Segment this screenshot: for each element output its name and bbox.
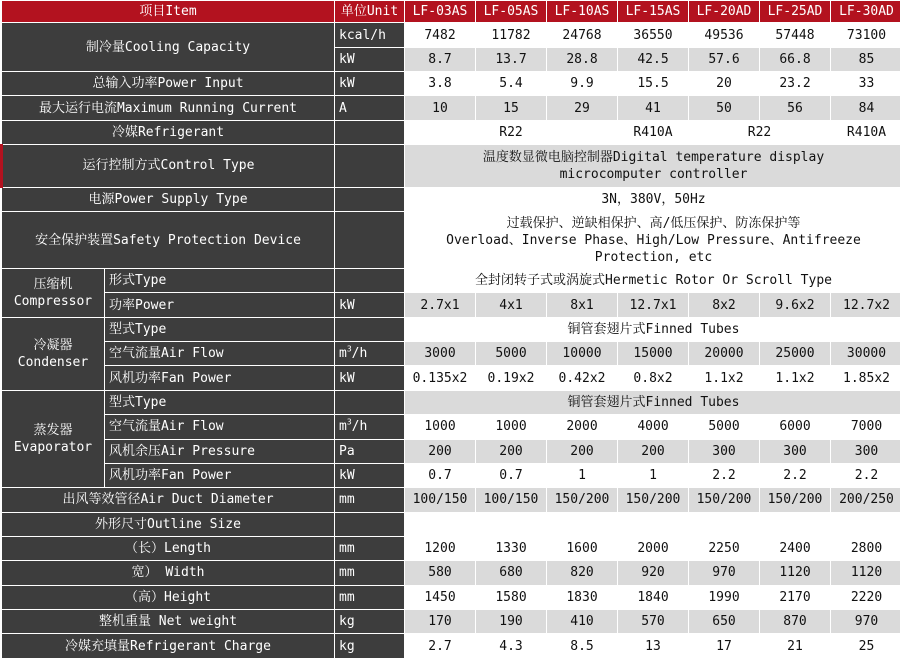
evaporator-pressure-label: 风机余压Air Pressure <box>105 439 335 463</box>
condenser-airflow-value: 3000 <box>405 342 476 366</box>
net-weight-value: 870 <box>760 610 831 634</box>
safety-value <box>405 212 900 269</box>
evaporator-airflow-unit <box>335 415 405 439</box>
power-supply-unit <box>335 187 405 211</box>
header-model: LF-25AD <box>760 1 831 23</box>
header-model: LF-10AS <box>547 1 618 23</box>
power-input-value: 15.5 <box>618 72 689 96</box>
evaporator-pressure-value: 300 <box>760 439 831 463</box>
condenser-group-cn: 冷凝器 <box>33 337 73 353</box>
row-width <box>2 561 900 585</box>
cooling-kw-value: 8.7 <box>405 47 476 71</box>
max-current-value: 41 <box>618 96 689 120</box>
control-value <box>405 145 900 188</box>
control-value-line: microcomputer controller <box>559 166 748 182</box>
row-power-supply <box>2 187 900 211</box>
max-current-value: 15 <box>476 96 547 120</box>
evaporator-type-unit <box>335 390 405 414</box>
width-value: 970 <box>689 561 760 585</box>
compressor-group-en: Compressor <box>13 293 93 309</box>
refrigerant-value: R410A <box>618 120 689 144</box>
header-model: LF-03AS <box>405 1 476 23</box>
condenser-group-label <box>2 317 105 390</box>
compressor-type-value: 全封闭转子式或涡旋式Hermetic Rotor Or Scroll Type <box>405 268 900 292</box>
height-value: 2220 <box>831 585 900 609</box>
width-value: 820 <box>547 561 618 585</box>
height-value: 1990 <box>689 585 760 609</box>
net-weight-value: 170 <box>405 610 476 634</box>
condenser-airflow-unit <box>335 342 405 366</box>
compressor-power-unit: kW <box>335 293 405 317</box>
unit-base: m <box>339 346 347 362</box>
cooling-kcal-value: 49536 <box>689 23 760 47</box>
net-weight-value: 650 <box>689 610 760 634</box>
height-value: 1450 <box>405 585 476 609</box>
cooling-kcal-value: 57448 <box>760 23 831 47</box>
height-value: 1830 <box>547 585 618 609</box>
refrigerant-label: 冷媒Refrigerant <box>2 120 335 144</box>
charge-value: 17 <box>689 634 760 659</box>
cooling-kw-value: 66.8 <box>760 47 831 71</box>
condenser-group-en: Condenser <box>17 354 89 370</box>
evaporator-fan-value: 1 <box>618 463 689 487</box>
cooling-kw-value: 85 <box>831 47 900 71</box>
width-label: 宽） Width <box>2 561 335 585</box>
duct-label: 出风等效管径Air Duct Diameter <box>2 488 335 512</box>
row-length <box>2 536 900 560</box>
compressor-type-unit <box>335 268 405 292</box>
refrigerant-value: R410A <box>831 120 900 144</box>
cooling-kcal-value: 11782 <box>476 23 547 47</box>
power-input-value: 23.2 <box>760 72 831 96</box>
charge-value: 25 <box>831 634 900 659</box>
power-input-unit: kW <box>335 72 405 96</box>
power-input-value: 20 <box>689 72 760 96</box>
power-input-value: 5.4 <box>476 72 547 96</box>
height-value: 1840 <box>618 585 689 609</box>
unit-tail: /h <box>351 346 368 362</box>
length-value: 1330 <box>476 536 547 560</box>
max-current-label: 最大运行电流Maximum Running Current <box>2 96 335 120</box>
row-duct <box>2 488 900 512</box>
charge-value: 2.7 <box>405 634 476 659</box>
net-weight-label: 整机重量 Net weight <box>2 610 335 634</box>
charge-label: 冷媒充填量Refrigerant Charge <box>2 634 335 659</box>
condenser-fan-value: 1.85x2 <box>831 366 900 390</box>
duct-unit: mm <box>335 488 405 512</box>
row-charge <box>2 634 900 659</box>
duct-value: 100/150 <box>405 488 476 512</box>
row-evaporator-type <box>2 390 900 414</box>
outline-unit <box>335 512 405 536</box>
max-current-value: 84 <box>831 96 900 120</box>
outline-label: 外形尺寸Outline Size <box>2 512 335 536</box>
unit-base: m <box>339 419 347 435</box>
evaporator-fan-value: 0.7 <box>405 463 476 487</box>
control-unit <box>335 145 405 188</box>
header-model: LF-30AD <box>831 1 900 23</box>
evaporator-airflow-value: 1000 <box>405 415 476 439</box>
header-item: 项目Item <box>2 1 335 23</box>
condenser-fan-unit: kW <box>335 366 405 390</box>
power-input-label: 总输入功率Power Input <box>2 72 335 96</box>
duct-value: 150/200 <box>618 488 689 512</box>
length-value: 2400 <box>760 536 831 560</box>
condenser-type-unit <box>335 317 405 341</box>
cooling-unit-kw: kW <box>335 47 405 71</box>
row-safety <box>2 212 900 269</box>
compressor-power-value: 9.6x2 <box>760 293 831 317</box>
length-value: 1200 <box>405 536 476 560</box>
outline-value <box>405 512 900 536</box>
duct-value: 150/200 <box>689 488 760 512</box>
evaporator-type-label: 型式Type <box>105 390 335 414</box>
evaporator-group-en: Evaporator <box>13 440 93 455</box>
evaporator-airflow-value: 6000 <box>760 415 831 439</box>
condenser-airflow-value: 30000 <box>831 342 900 366</box>
row-condenser-airflow <box>2 342 900 366</box>
net-weight-value: 190 <box>476 610 547 634</box>
condenser-type-label: 型式Type <box>105 317 335 341</box>
condenser-fan-value: 0.135x2 <box>405 366 476 390</box>
cooling-kcal-value: 7482 <box>405 23 476 47</box>
evaporator-airflow-value: 4000 <box>618 415 689 439</box>
height-value: 1580 <box>476 585 547 609</box>
cooling-kw-value: 57.6 <box>689 47 760 71</box>
condenser-fan-value: 0.42x2 <box>547 366 618 390</box>
condenser-airflow-value: 5000 <box>476 342 547 366</box>
evaporator-fan-value: 2.2 <box>760 463 831 487</box>
cooling-unit-kcal: kcal/h <box>335 23 405 47</box>
evaporator-fan-unit: kW <box>335 463 405 487</box>
evaporator-pressure-unit: Pa <box>335 439 405 463</box>
charge-value: 21 <box>760 634 831 659</box>
evaporator-airflow-value: 5000 <box>689 415 760 439</box>
height-label: （高）Height <box>2 585 335 609</box>
height-unit: mm <box>335 585 405 609</box>
duct-value: 200/250 <box>831 488 900 512</box>
power-input-value: 33 <box>831 72 900 96</box>
condenser-airflow-value: 15000 <box>618 342 689 366</box>
evaporator-airflow-value: 1000 <box>476 415 547 439</box>
power-input-value: 3.8 <box>405 72 476 96</box>
row-height <box>2 585 900 609</box>
charge-value: 4.3 <box>476 634 547 659</box>
evaporator-airflow-value: 7000 <box>831 415 900 439</box>
condenser-fan-value: 0.8x2 <box>618 366 689 390</box>
duct-value: 150/200 <box>547 488 618 512</box>
cooling-kw-value: 42.5 <box>618 47 689 71</box>
length-unit: mm <box>335 536 405 560</box>
compressor-power-value: 12.7x1 <box>618 293 689 317</box>
row-evaporator-fan <box>2 463 900 487</box>
control-value-line: 温度数显微电脑控制器Digital temperature display <box>482 149 825 165</box>
length-label: （长）Length <box>2 536 335 560</box>
evaporator-group-cn: 蒸发器 <box>33 423 73 438</box>
safety-value-line: 过载保护、逆缺相保护、高/低压保护、防冻保护等 <box>506 215 801 231</box>
header-model: LF-05AS <box>476 1 547 23</box>
length-value: 2000 <box>618 536 689 560</box>
header-unit: 单位Unit <box>335 1 405 23</box>
evaporator-pressure-value: 200 <box>476 439 547 463</box>
evaporator-pressure-value: 200 <box>405 439 476 463</box>
compressor-power-value: 12.7x2 <box>831 293 900 317</box>
unit-tail: /h <box>351 419 368 435</box>
max-current-unit: A <box>335 96 405 120</box>
refrigerant-unit <box>335 120 405 144</box>
condenser-airflow-value: 25000 <box>760 342 831 366</box>
evaporator-group-label <box>2 390 105 487</box>
evaporator-fan-value: 0.7 <box>476 463 547 487</box>
evaporator-pressure-value: 300 <box>831 439 900 463</box>
row-outline <box>2 512 900 536</box>
condenser-fan-value: 1.1x2 <box>689 366 760 390</box>
cooling-kcal-value: 36550 <box>618 23 689 47</box>
safety-value-line: Protection, etc <box>594 249 713 265</box>
evaporator-airflow-label: 空气流量Air Flow <box>105 415 335 439</box>
max-current-value: 50 <box>689 96 760 120</box>
net-weight-value: 410 <box>547 610 618 634</box>
power-supply-label: 电源Power Supply Type <box>2 187 335 211</box>
row-refrigerant <box>2 120 900 144</box>
condenser-fan-value: 1.1x2 <box>760 366 831 390</box>
unit-sup: 3 <box>346 344 352 354</box>
header-row <box>2 1 900 23</box>
compressor-power-value: 8x1 <box>547 293 618 317</box>
compressor-group-label <box>2 268 105 317</box>
compressor-power-label: 功率Power <box>105 293 335 317</box>
unit-sup: 3 <box>346 417 352 427</box>
cooling-kw-value: 13.7 <box>476 47 547 71</box>
compressor-type-label: 形式Type <box>105 268 335 292</box>
net-weight-value: 570 <box>618 610 689 634</box>
row-cooling-kcal <box>2 23 900 47</box>
charge-unit: kg <box>335 634 405 659</box>
compressor-group-cn: 压缩机 <box>33 276 73 292</box>
max-current-value: 10 <box>405 96 476 120</box>
power-input-value: 9.9 <box>547 72 618 96</box>
row-condenser-fan <box>2 366 900 390</box>
condenser-type-value: 铜管套翅片式Finned Tubes <box>405 317 900 341</box>
width-unit: mm <box>335 561 405 585</box>
row-max-current <box>2 96 900 120</box>
net-weight-unit: kg <box>335 610 405 634</box>
row-compressor-type <box>2 268 900 292</box>
cooling-kcal-value: 24768 <box>547 23 618 47</box>
width-value: 680 <box>476 561 547 585</box>
width-value: 920 <box>618 561 689 585</box>
row-condenser-type <box>2 317 900 341</box>
refrigerant-value: R22 <box>689 120 831 144</box>
row-control <box>2 145 900 188</box>
charge-value: 8.5 <box>547 634 618 659</box>
evaporator-type-value: 铜管套翅片式Finned Tubes <box>405 390 900 414</box>
duct-value: 150/200 <box>760 488 831 512</box>
length-value: 2800 <box>831 536 900 560</box>
condenser-fan-label: 风机功率Fan Power <box>105 366 335 390</box>
duct-value: 100/150 <box>476 488 547 512</box>
cooling-label: 制冷量Cooling Capacity <box>2 23 335 72</box>
length-value: 2250 <box>689 536 760 560</box>
height-value: 2170 <box>760 585 831 609</box>
cooling-kw-value: 28.8 <box>547 47 618 71</box>
length-value: 1600 <box>547 536 618 560</box>
header-model: LF-15AS <box>618 1 689 23</box>
width-value: 580 <box>405 561 476 585</box>
safety-label: 安全保护装置Safety Protection Device <box>2 212 335 269</box>
header-model: LF-20AD <box>689 1 760 23</box>
max-current-value: 56 <box>760 96 831 120</box>
cooling-kcal-value: 73100 <box>831 23 900 47</box>
evaporator-pressure-value: 200 <box>618 439 689 463</box>
evaporator-pressure-value: 200 <box>547 439 618 463</box>
evaporator-airflow-value: 2000 <box>547 415 618 439</box>
row-evaporator-airflow <box>2 415 900 439</box>
compressor-power-value: 8x2 <box>689 293 760 317</box>
refrigerant-value: R22 <box>405 120 618 144</box>
condenser-airflow-value: 20000 <box>689 342 760 366</box>
compressor-power-value: 4x1 <box>476 293 547 317</box>
condenser-airflow-value: 10000 <box>547 342 618 366</box>
row-compressor-power <box>2 293 900 317</box>
width-value: 1120 <box>760 561 831 585</box>
safety-value-line: Overload、Inverse Phase、High/Low Pressure、Antifreeze <box>446 232 861 248</box>
evaporator-fan-label: 风机功率Fan Power <box>105 463 335 487</box>
condenser-airflow-label: 空气流量Air Flow <box>105 342 335 366</box>
row-power-input <box>2 72 900 96</box>
safety-unit <box>335 212 405 269</box>
net-weight-value: 970 <box>831 610 900 634</box>
row-evaporator-pressure <box>2 439 900 463</box>
evaporator-fan-value: 1 <box>547 463 618 487</box>
max-current-value: 29 <box>547 96 618 120</box>
evaporator-pressure-value: 300 <box>689 439 760 463</box>
control-label: 运行控制方式Control Type <box>2 145 335 188</box>
power-supply-value: 3N，380V，50Hz <box>405 187 900 211</box>
condenser-fan-value: 0.19x2 <box>476 366 547 390</box>
evaporator-fan-value: 2.2 <box>689 463 760 487</box>
charge-value: 13 <box>618 634 689 659</box>
evaporator-fan-value: 2.2 <box>831 463 900 487</box>
row-net-weight <box>2 610 900 634</box>
compressor-power-value: 2.7x1 <box>405 293 476 317</box>
width-value: 1120 <box>831 561 900 585</box>
